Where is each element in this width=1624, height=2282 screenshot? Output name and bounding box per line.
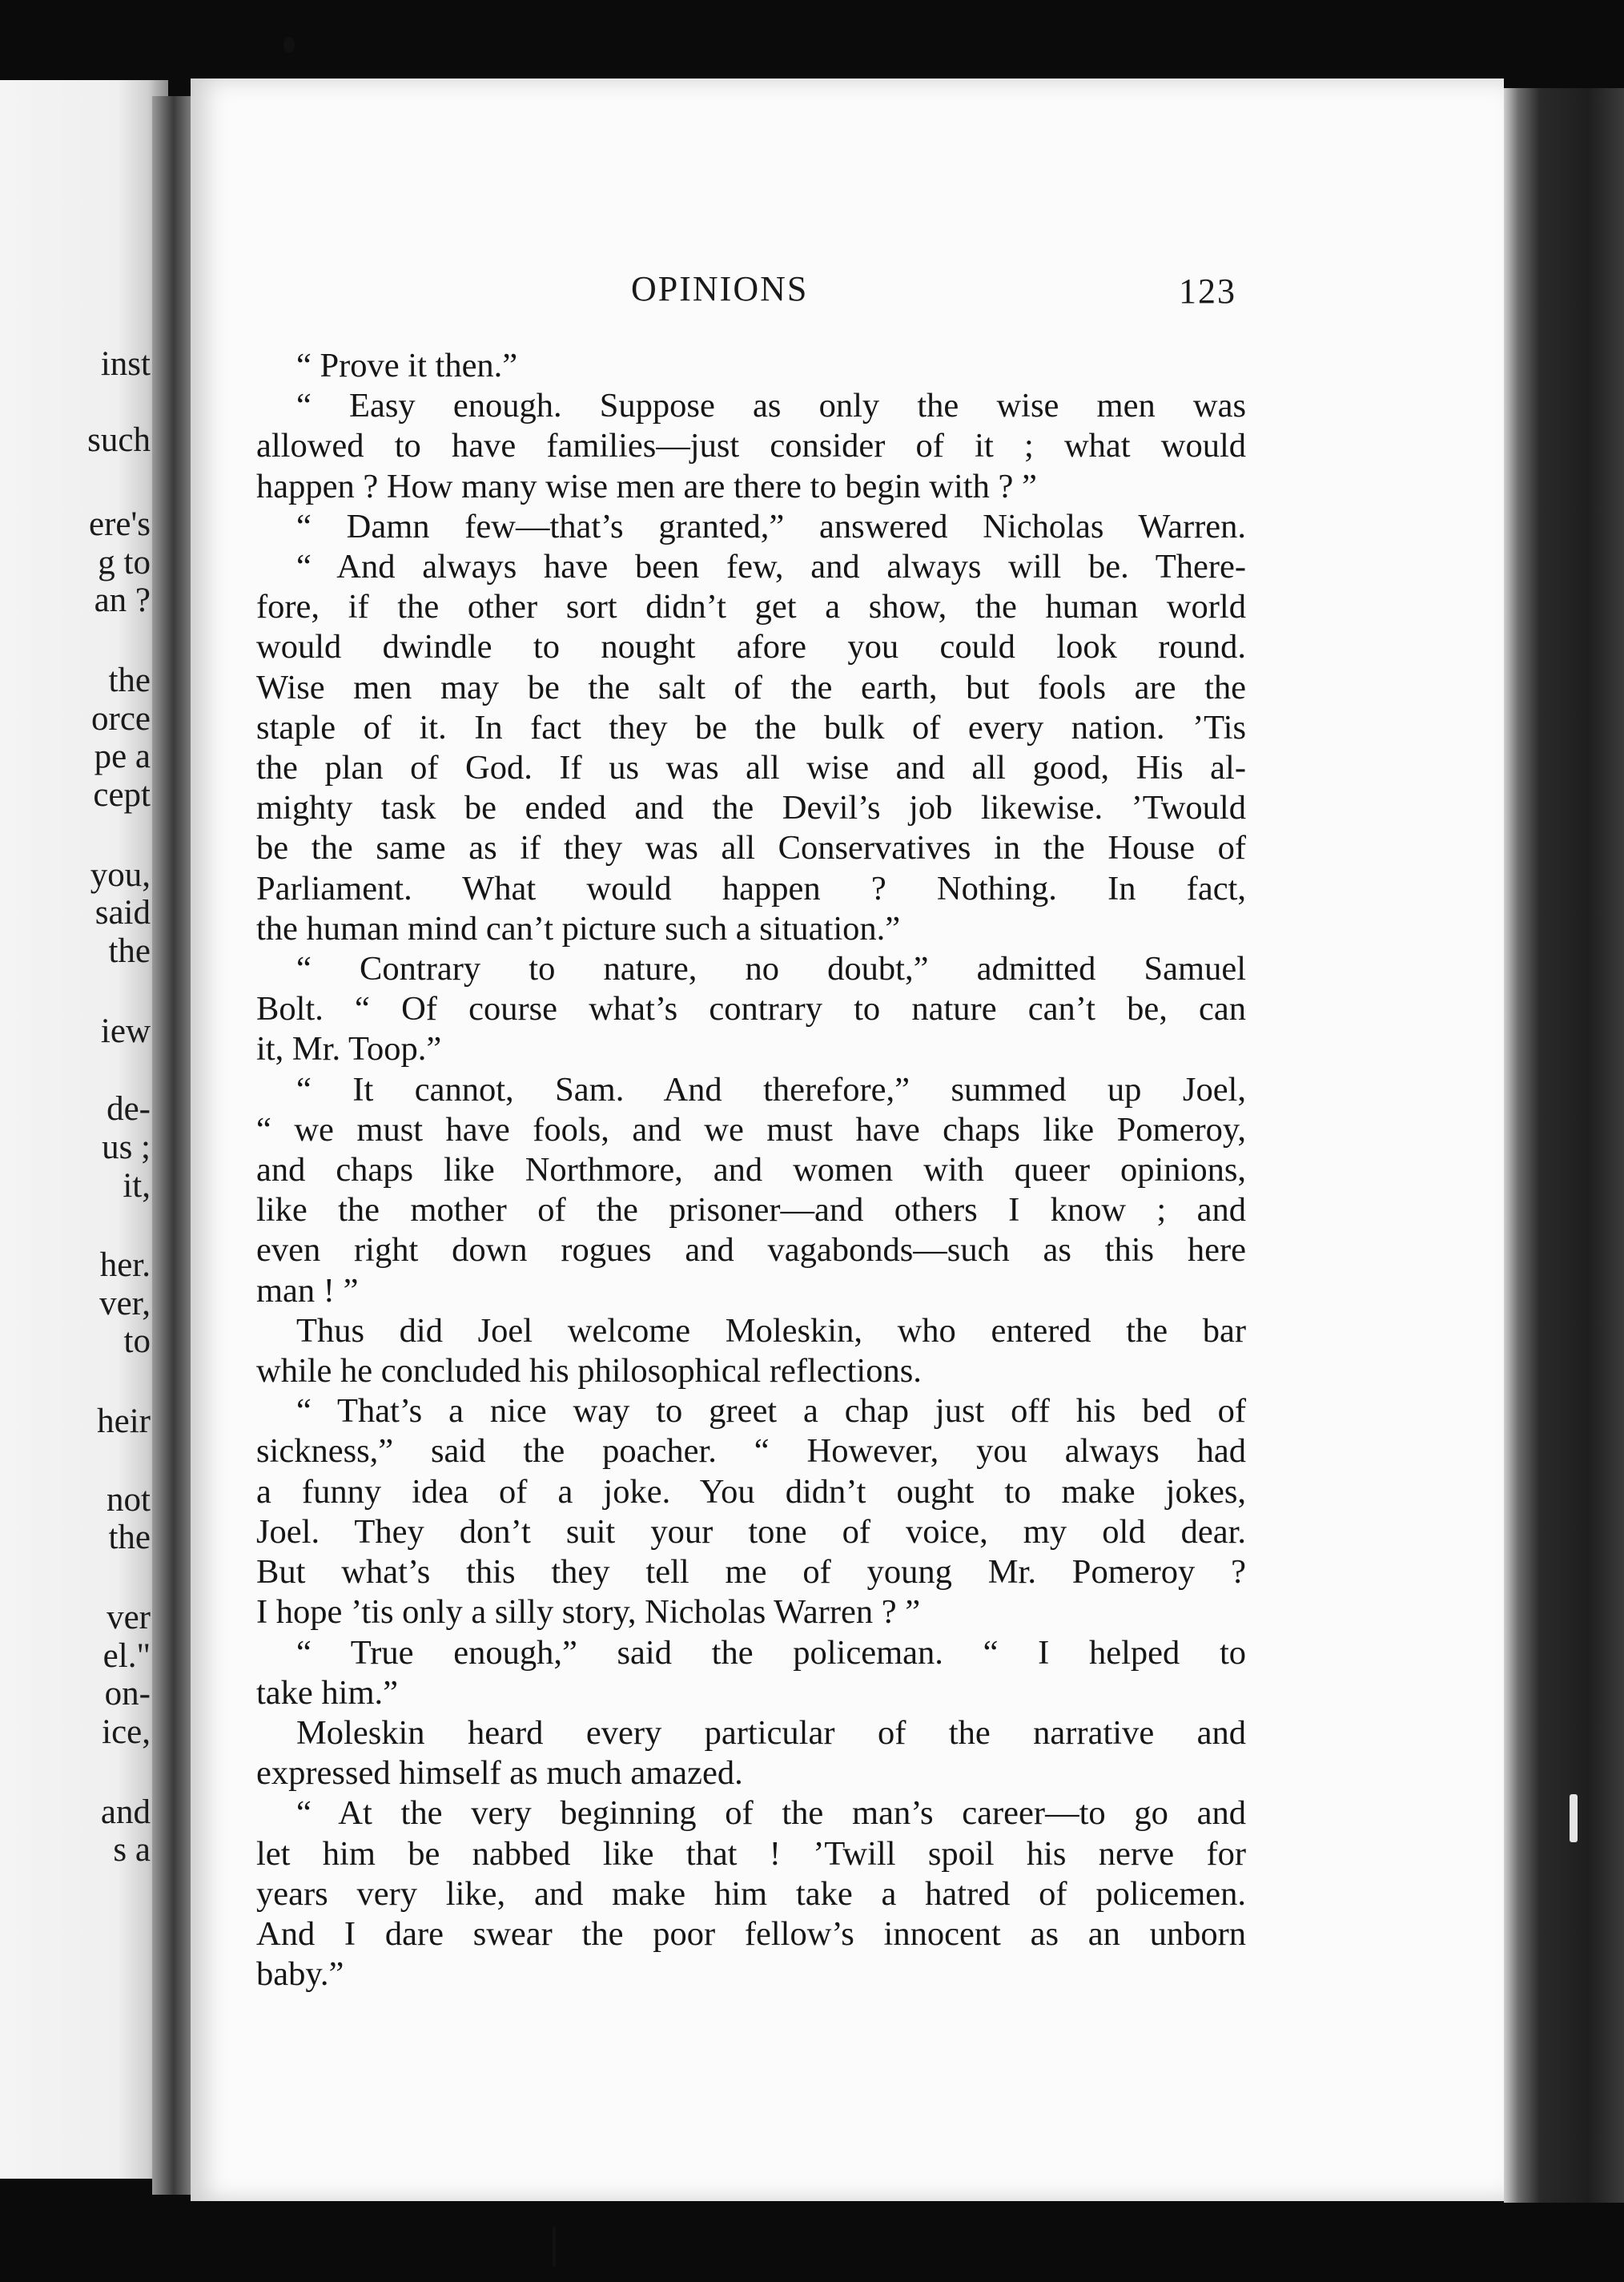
text-line: “ At the very beginning of the man’s career—to go and <box>296 1794 1246 1833</box>
text-line: be the same as if they was all Conservatives in the House of <box>256 829 1246 867</box>
left-page-fragment: it, <box>123 1167 151 1205</box>
left-page-fragment: ice, <box>102 1713 151 1751</box>
text-line: the human mind can’t picture such a situation.” <box>256 909 901 948</box>
scan-speck <box>553 2227 556 2267</box>
left-page-fragment: to <box>123 1322 151 1360</box>
text-line: allowed to have families—just consider of it ; what would <box>256 427 1246 465</box>
left-page-fragment: on- <box>104 1675 151 1713</box>
text-line: “ we must have fools, and we must have chaps like Pomeroy, <box>256 1110 1246 1149</box>
text-line: “ It cannot, Sam. And therefore,” summed up Joel, <box>296 1070 1246 1109</box>
left-page-fragment: heir <box>97 1403 151 1440</box>
text-line: even right down rogues and vagabonds—such as this here <box>256 1231 1246 1270</box>
scan-speck <box>1570 1794 1578 1842</box>
left-page-fragment: orce <box>91 700 151 738</box>
text-line: it, Mr. Toop.” <box>256 1030 442 1069</box>
text-line: But what’s this they tell me of young Mr. Pomeroy ? <box>256 1553 1246 1592</box>
text-line: Bolt. “ Of course what’s contrary to nature can’t be, can <box>256 990 1246 1028</box>
left-page-fragment: the <box>108 1519 151 1556</box>
page-number: 123 <box>1179 272 1236 311</box>
left-page-fragment: inst <box>100 345 151 383</box>
text-line: sickness,” said the poacher. “ However, you always had <box>256 1432 1246 1471</box>
left-page-fragment: el." <box>103 1637 151 1675</box>
text-line: “ That’s a nice way to greet a chap just off his bed of <box>296 1392 1246 1431</box>
text-line: years very like, and make him take a hatred of policemen. <box>256 1874 1246 1913</box>
text-line: Moleskin heard every particular of the narrative and <box>296 1713 1246 1752</box>
left-page-fragment: and <box>100 1793 151 1831</box>
text-line: a funny idea of a joke. You didn’t ought to make jokes, <box>256 1472 1246 1511</box>
left-page-fragment: the <box>108 932 151 970</box>
book-cover-edge <box>1504 88 1624 2203</box>
left-page-fragment: iew <box>100 1012 151 1050</box>
text-line: let him be nabbed like that ! ’Twill spoil his nerve for <box>256 1834 1246 1873</box>
text-line: like the mother of the prisoner—and others I know ; and <box>256 1191 1246 1230</box>
text-line: man ! ” <box>256 1271 359 1310</box>
left-page-fragment: not <box>107 1481 151 1519</box>
text-line: “ Damn few—that’s granted,” answered Nicholas Warren. <box>296 507 1246 545</box>
text-line: staple of it. In fact they be the bulk of every nation. ’Tis <box>256 708 1246 747</box>
text-line: fore, if the other sort didn’t get a show, the human world <box>256 588 1246 626</box>
text-line: happen ? How many wise men are there to begin with ? ” <box>256 467 1037 505</box>
left-page-fragment: ver, <box>99 1285 151 1322</box>
left-page-fragment: pe a <box>94 738 151 775</box>
left-page-fragment: cept <box>93 776 151 814</box>
text-line: and chaps like Northmore, and women with queer opinions, <box>256 1151 1246 1189</box>
text-line: expressed himself as much amazed. <box>256 1754 743 1793</box>
left-page-fragment: ver <box>107 1599 151 1636</box>
left-page-fragment: her. <box>99 1246 151 1284</box>
text-line: take him.” <box>256 1673 399 1712</box>
text-line: “ Contrary to nature, no doubt,” admitted Samuel <box>296 950 1246 988</box>
text-line: Parliament. What would happen ? Nothing. In fact, <box>256 869 1246 908</box>
text-line: Joel. They don’t suit your tone of voice, my old dear. <box>256 1512 1246 1551</box>
left-page-fragment: an ? <box>94 582 151 619</box>
left-page-fragment: s a <box>113 1831 151 1869</box>
text-line: I hope ’tis only a silly story, Nicholas Warren ? ” <box>256 1593 921 1632</box>
text-line: “ And always have been few, and always will be. There- <box>296 548 1246 586</box>
text-line: Thus did Joel welcome Moleskin, who entered the bar <box>296 1311 1246 1350</box>
left-page-fragment: you, <box>90 856 151 894</box>
text-line: mighty task be ended and the Devil’s job likewise. ’Twould <box>256 789 1246 827</box>
text-line: And I dare swear the poor fellow’s innocent as an unborn <box>256 1914 1246 1953</box>
text-line: baby.” <box>256 1955 344 1994</box>
text-line: would dwindle to nought afore you could look round. <box>256 628 1246 666</box>
left-page-fragment: the <box>108 662 151 699</box>
text-line: Wise men may be the salt of the earth, but fools are the <box>256 668 1246 706</box>
text-line: “ Prove it then.” <box>296 347 518 384</box>
left-page-fragment: ere's <box>89 505 151 543</box>
text-line: “ Easy enough. Suppose as only the wise men was <box>296 387 1246 425</box>
left-page-fragment: g to <box>98 544 151 582</box>
left-page-fragment: such <box>87 421 151 459</box>
text-line: the plan of God. If us was all wise and all good, His al- <box>256 749 1246 787</box>
left-page-fragment: said <box>94 894 151 932</box>
left-page-fragment: us ; <box>102 1129 151 1166</box>
scan-speck <box>283 37 295 53</box>
text-line: “ True enough,” said the policeman. “ I helped to <box>296 1633 1246 1672</box>
body-text <box>256 346 1246 1994</box>
left-page-fragment: de- <box>107 1090 151 1128</box>
left-facing-page <box>0 80 168 2179</box>
text-line: while he concluded his philosophical reflections. <box>256 1352 922 1391</box>
running-head: OPINIONS <box>631 269 809 308</box>
